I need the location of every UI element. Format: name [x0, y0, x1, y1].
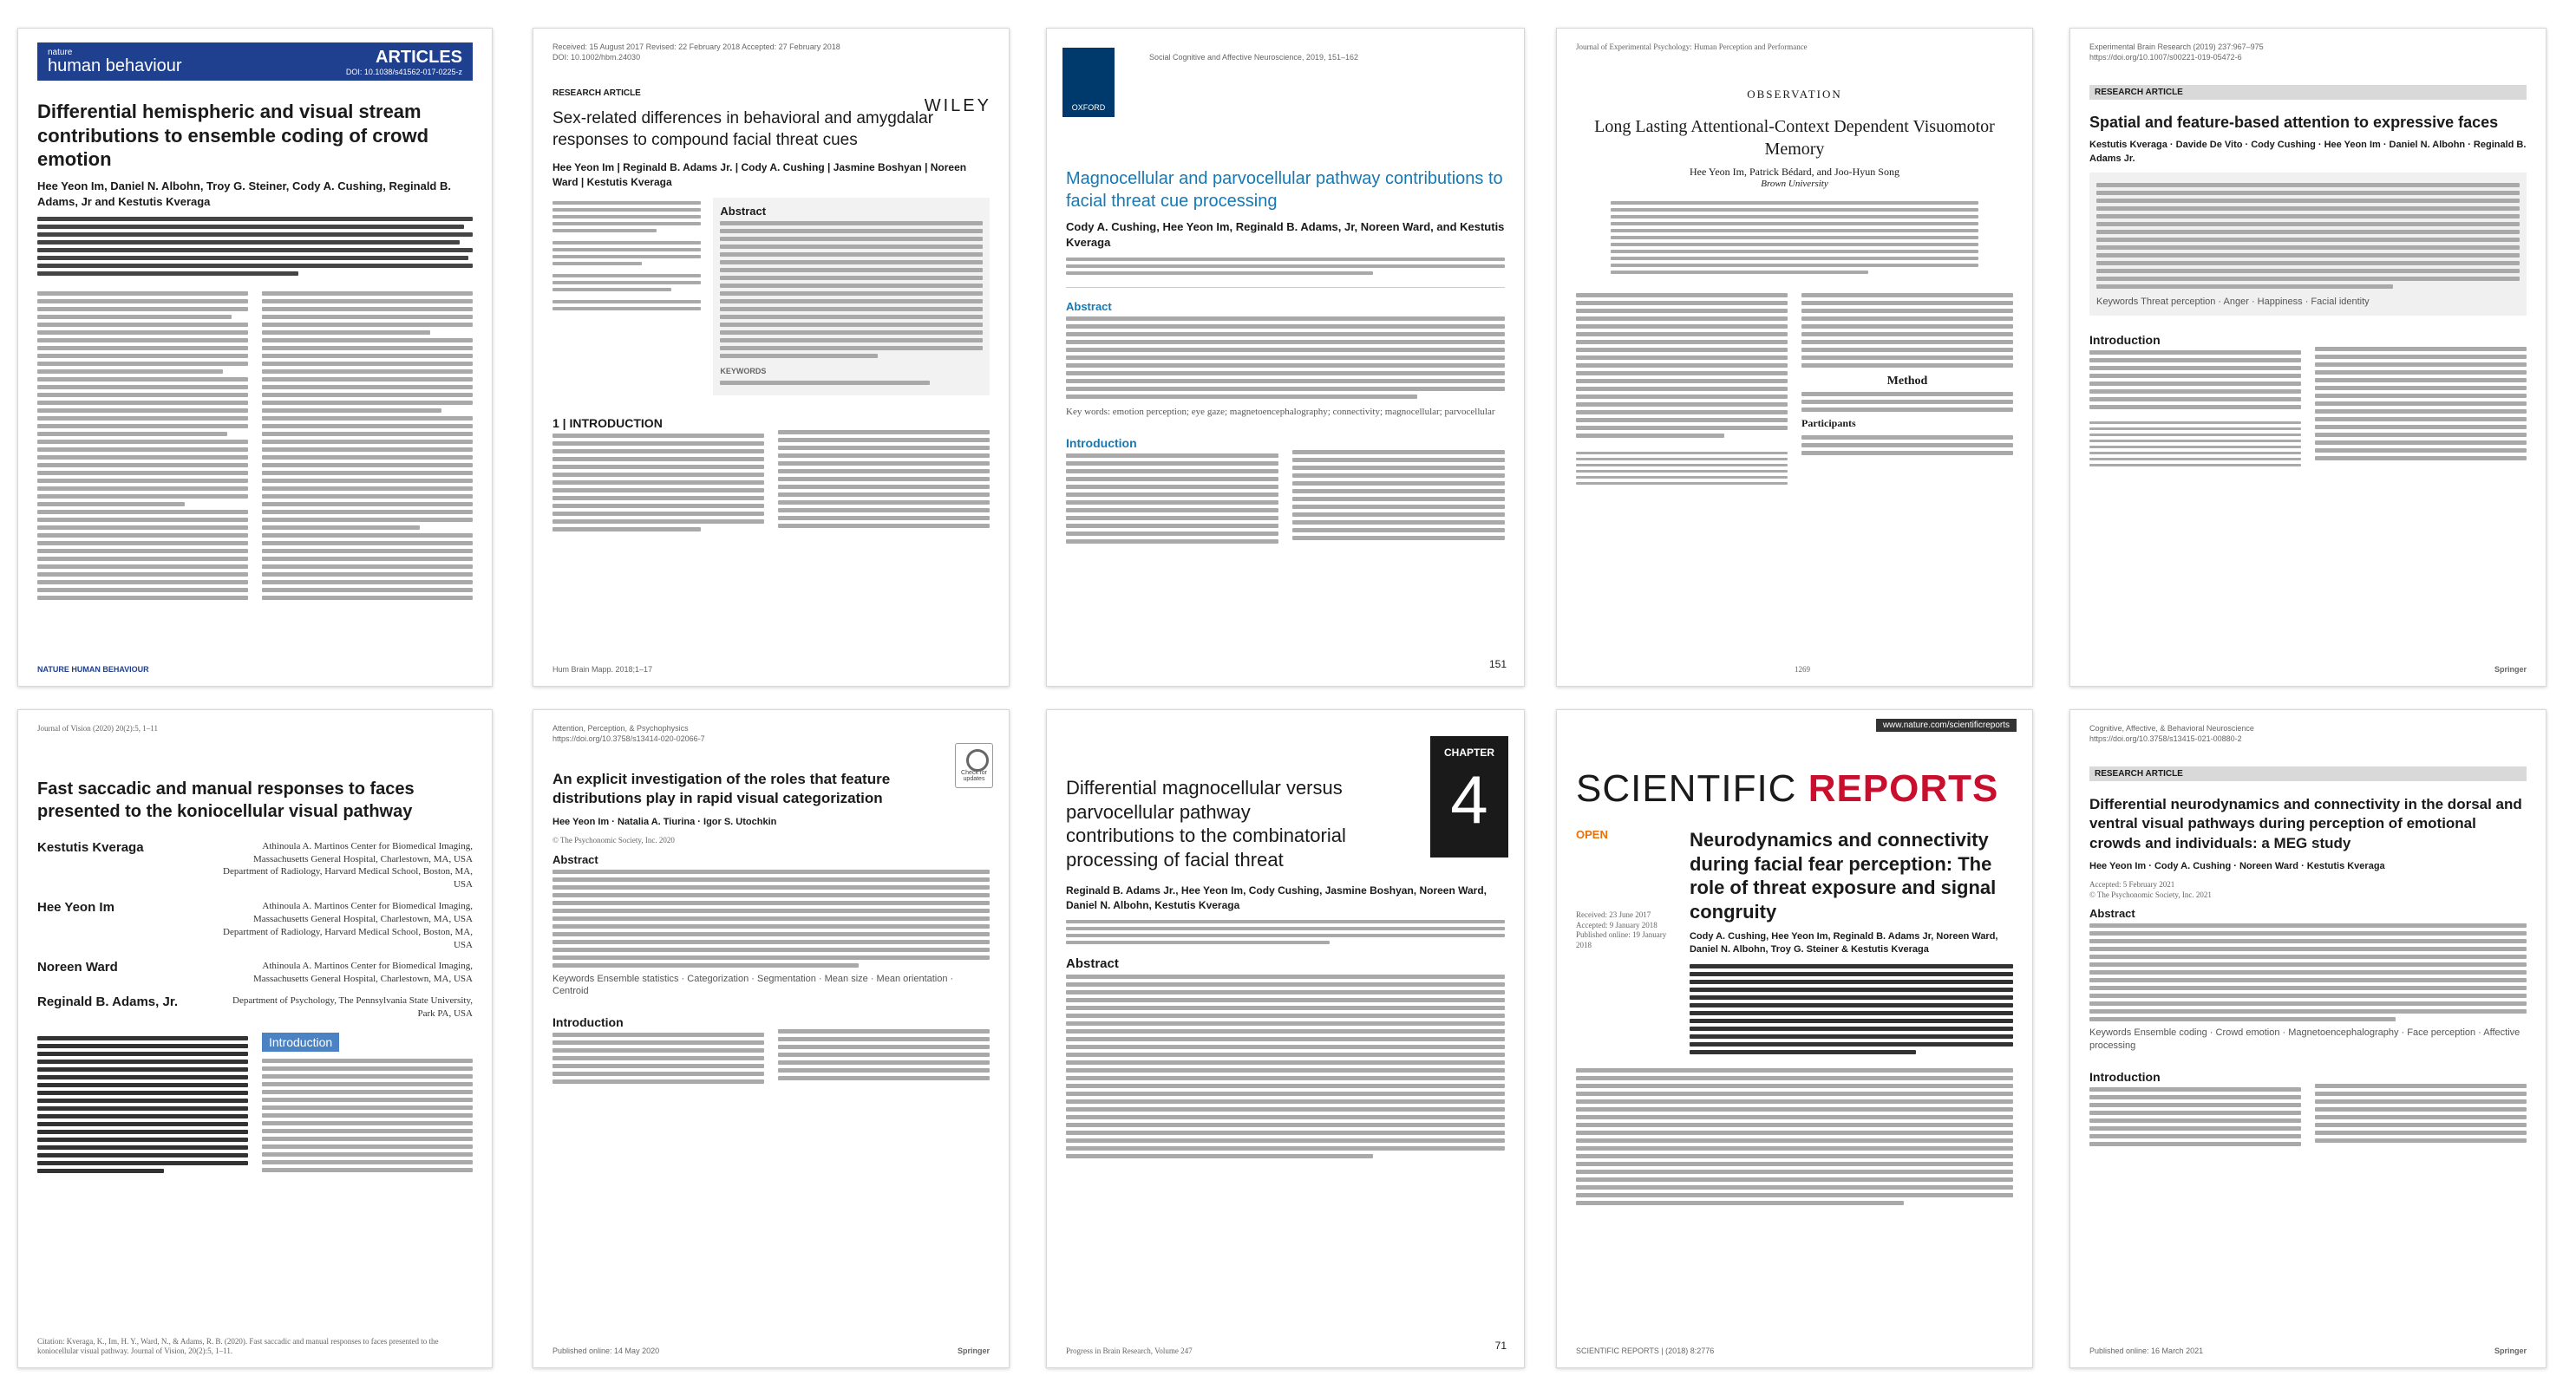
- page-header: Journal of Experimental Psychology: Human Perception and Performance: [1576, 42, 1808, 51]
- paper-authors: Hee Yeon Im, Daniel N. Albohn, Troy G. Steiner, Cody A. Cushing, Reginald B. Adams, Jr and Kestutis Kveraga: [37, 179, 451, 208]
- published-date: Published online: 16 March 2021: [2089, 1347, 2204, 1356]
- section-label: OBSERVATION: [1747, 87, 1842, 101]
- paper-page-1[interactable]: [17, 28, 493, 687]
- intro-heading: 1 | INTRODUCTION: [552, 416, 663, 431]
- page-header: Cognitive, Affective, & Behavioral Neuroscience: [2089, 724, 2254, 733]
- abstract-heading: Abstract: [1066, 300, 1112, 314]
- intro-heading: Introduction: [1066, 435, 1137, 450]
- author-affiliation: Athinoula A. Martinos Center for Biomedical Imaging, Massachusetts General Hospital, Charlestown, MA, USA Department of Radiology, Harvard Medical School, Boston, MA, USA: [223, 840, 473, 890]
- intro-heading: Introduction: [2089, 333, 2161, 347]
- journal-url[interactable]: www.nature.com/scientificreports: [1876, 719, 2017, 732]
- received-date: Received: 23 June 2017: [1576, 910, 1651, 919]
- paper-page-7[interactable]: [533, 709, 1010, 1368]
- keywords-line: Keywords Threat perception · Anger · Happiness · Facial identity: [2096, 297, 2370, 308]
- author-row: [37, 840, 473, 891]
- paper-authors: Hee Yeon Im · Natalia A. Tiurina · Igor S. Utochkin: [552, 816, 777, 827]
- accepted-date: Accepted: 9 January 2018: [1576, 920, 1657, 929]
- abstract-heading: Abstract: [2089, 907, 2135, 921]
- intro-heading: Introduction: [262, 1033, 339, 1052]
- paper-title: Differential hemispheric and visual stream contributions to ensemble coding of crowd emotion: [37, 101, 429, 170]
- paper-title: Long Lasting Attentional-Context Dependent Visuomotor Memory: [1594, 116, 1995, 159]
- page-number: 1269: [1795, 665, 1810, 675]
- keywords-line: Keywords Ensemble coding · Crowd emotion · Magnetoencephalography · Face perception · Affective processing: [2089, 1027, 2520, 1052]
- author-name: Kestutis Kveraga: [37, 839, 144, 855]
- section-label: RESEARCH ARTICLE: [2089, 85, 2527, 100]
- page-number: 71: [1494, 1340, 1507, 1352]
- paper-page-3[interactable]: [1046, 28, 1525, 687]
- front-matter: [1576, 825, 2013, 1058]
- body-columns: [2089, 326, 2527, 470]
- intro-heading: Introduction: [552, 1015, 624, 1030]
- paper-title: Magnocellular and parvocellular pathway contributions to facial threat cue processing: [1066, 168, 1503, 211]
- paper-title: An explicit investigation of the roles that feature distributions play in rapid visual categorization: [552, 771, 891, 807]
- body-columns: [552, 409, 990, 535]
- paper-title: Differential neurodynamics and connectivity in the dorsal and ventral visual pathways during perception of emotional crowds and individuals: a MEG study: [2089, 796, 2522, 851]
- author-name: Reginald B. Adams, Jr.: [37, 994, 178, 1010]
- page-header: Social Cognitive and Affective Neuroscience, 2019, 151–162: [1149, 53, 1358, 62]
- publisher-logo: Springer: [2494, 1347, 2527, 1356]
- abstract-heading: Abstract: [1066, 955, 1119, 971]
- page-number: 151: [1488, 658, 1507, 670]
- published-date: Published online: 14 May 2020: [552, 1347, 660, 1356]
- section-label: RESEARCH ARTICLE: [552, 88, 641, 99]
- paper-doi: DOI: 10.1002/hbm.24030: [552, 52, 641, 62]
- abstract-block: [2089, 173, 2527, 316]
- page-footer: NATURE HUMAN BEHAVIOUR: [37, 665, 149, 675]
- intro-heading: Introduction: [2089, 1070, 2161, 1085]
- paper-title: Fast saccadic and manual responses to faces presented to the koniocellular visual pathway: [37, 779, 415, 821]
- abstract-heading: Abstract: [720, 205, 767, 218]
- body-columns: [37, 288, 473, 603]
- author-affiliation: Athinoula A. Martinos Center for Biomedical Imaging, Massachusetts General Hospital, Charlestown, MA, USA: [253, 961, 473, 985]
- abstract-heading: Abstract: [552, 852, 598, 866]
- paper-doi: https://doi.org/10.3758/s13415-021-00880-2: [2089, 734, 2242, 743]
- body-text: [1576, 1068, 2013, 1205]
- accepted-date: Accepted: 5 February 2021: [2089, 880, 2175, 890]
- paper-authors: Cody A. Cushing, Hee Yeon Im, Reginald B. Adams Jr, Noreen Ward, Daniel N. Albohn, Troy G. Steiner & Kestutis Kveraga: [1689, 931, 1998, 955]
- body-columns: [2089, 1063, 2527, 1150]
- chapter-label: CHAPTER: [1443, 747, 1494, 759]
- page-header: Received: 15 August 2017 Revised: 22 February 2018 Accepted: 27 February 2018: [552, 42, 840, 51]
- paper-authors: Hee Yeon Im, Patrick Bédard, and Joo-Hyun Song: [1690, 165, 1899, 178]
- journal-logo: SCIENTIFIC REPORTS: [1576, 767, 1999, 810]
- paper-page-5[interactable]: [2069, 28, 2547, 687]
- paper-page-9[interactable]: [1556, 709, 2033, 1368]
- publisher-logo: Springer: [957, 1347, 990, 1356]
- paper-page-2[interactable]: [533, 28, 1010, 687]
- paper-doi: https://doi.org/10.1007/s00221-019-05472-6: [2089, 52, 2242, 62]
- chapter-number: 4: [1450, 761, 1488, 838]
- body-columns: [37, 1033, 473, 1177]
- author-row: [37, 900, 473, 951]
- paper-authors: Cody A. Cushing, Hee Yeon Im, Reginald B. Adams, Jr, Noreen Ward, and Kestutis Kveraga: [1066, 219, 1505, 249]
- section-label: ARTICLES DOI: 10.1038/s41562-017-0225-z: [345, 47, 462, 76]
- check-for-updates-badge[interactable]: Check for updates: [955, 743, 993, 788]
- paper-doi: https://doi.org/10.3758/s13414-020-02066-7: [552, 734, 705, 743]
- paper-page-10[interactable]: [2069, 709, 2547, 1368]
- body-columns: [1576, 290, 2013, 488]
- paper-authors: Reginald B. Adams Jr., Hee Yeon Im, Cody Cushing, Jasmine Boshyan, Noreen Ward, Daniel N. Albohn, Kestutis Kveraga: [1066, 884, 1487, 911]
- keywords-line: Key words: emotion perception; eye gaze; magnetoencephalography; connectivity; magnocellular; parvocellular: [1066, 407, 1495, 418]
- page-footer: Progress in Brain Research, Volume 247: [1066, 1347, 1193, 1356]
- abstract-text: [1611, 201, 1978, 274]
- copyright: © The Psychonomic Society, Inc. 2021: [2089, 890, 2212, 899]
- paper-title: Sex-related differences in behavioral and amygdalar responses to compound facial threat cues: [552, 109, 934, 150]
- paper-page-6[interactable]: [17, 709, 493, 1368]
- author-row: [37, 994, 473, 1021]
- front-matter: [552, 198, 990, 395]
- paper-title: Spatial and feature-based attention to expressive faces: [2089, 114, 2499, 132]
- method-heading: Method: [1886, 374, 1928, 388]
- journal-banner: [37, 42, 473, 81]
- citation-footer: Citation: Kveraga, K., Im, H. Y., Ward, N., & Adams, R. B. (2020). Fast saccadic and manual responses to faces presented to the koniocellular visual pathway. Journal of Vision, 20(2):5, 1–11.: [37, 1336, 439, 1356]
- paper-page-8[interactable]: [1046, 709, 1525, 1368]
- journal-logo: nature human behaviour: [48, 48, 182, 75]
- published-date: Published online: 19 January 2018: [1576, 930, 1667, 950]
- author-affiliation: Department of Psychology, The Pennsylvania State University, Park PA, USA: [232, 995, 473, 1019]
- paper-page-4[interactable]: [1556, 28, 2033, 687]
- open-access-label: OPEN: [1576, 828, 1608, 841]
- abstract-block: [1066, 287, 1505, 419]
- participants-heading: Participants: [1801, 416, 1856, 429]
- paper-title: Neurodynamics and connectivity during facial fear perception: The role of threat exposure and signal congruity: [1689, 829, 1997, 923]
- chapter-badge: [1430, 736, 1508, 858]
- author-name: Hee Yeon Im: [37, 900, 114, 916]
- paper-authors: Hee Yeon Im | Reginald B. Adams Jr. | Cody A. Cushing | Jasmine Boshyan | Noreen Ward | Kestutis Kveraga: [552, 160, 967, 188]
- page-header: Experimental Brain Research (2019) 237:967–975: [2089, 42, 2264, 51]
- publisher-logo: Springer: [2494, 665, 2527, 675]
- paper-authors: Hee Yeon Im · Cody A. Cushing · Noreen Ward · Kestutis Kveraga: [2089, 860, 2385, 871]
- body-columns: [552, 1008, 990, 1087]
- publisher-logo: WILEY: [924, 96, 991, 115]
- author-affiliation: Athinoula A. Martinos Center for Biomedical Imaging, Massachusetts General Hospital, Charlestown, MA, USA Department of Radiology, Harvard Medical School, Boston, MA, USA: [223, 901, 473, 950]
- paper-title: Differential magnocellular versus parvocellular pathway contributions to the combinatorial processing of facial threat: [1066, 777, 1346, 871]
- affiliation: Brown University: [1761, 178, 1828, 189]
- page-footer: Hum Brain Mapp. 2018;1–17: [552, 665, 653, 675]
- keywords-heading: KEYWORDS: [720, 367, 767, 376]
- page-footer: SCIENTIFIC REPORTS | (2018) 8:2776: [1576, 1347, 1715, 1356]
- copyright: © The Psychonomic Society, Inc. 2020: [552, 835, 675, 844]
- keywords-line: Keywords Ensemble statistics · Categorization · Segmentation · Mean size · Mean orientation · Centroid: [552, 973, 954, 997]
- body-columns: [1066, 429, 1505, 547]
- publisher-logo: OXFORD: [1062, 48, 1115, 117]
- abstract-text: [37, 217, 473, 276]
- page-header: Attention, Perception, & Psychophysics: [552, 724, 689, 733]
- author-name: Noreen Ward: [37, 960, 118, 975]
- paper-authors: Kestutis Kveraga · Davide De Vito · Cody Cushing · Hee Yeon Im · Daniel N. Albohn · Reginald B. Adams Jr.: [2089, 140, 2527, 164]
- page-header: Journal of Vision (2020) 20(2):5, 1–11: [37, 724, 158, 733]
- author-row: [37, 960, 473, 986]
- section-label: RESEARCH ARTICLE: [2089, 766, 2527, 781]
